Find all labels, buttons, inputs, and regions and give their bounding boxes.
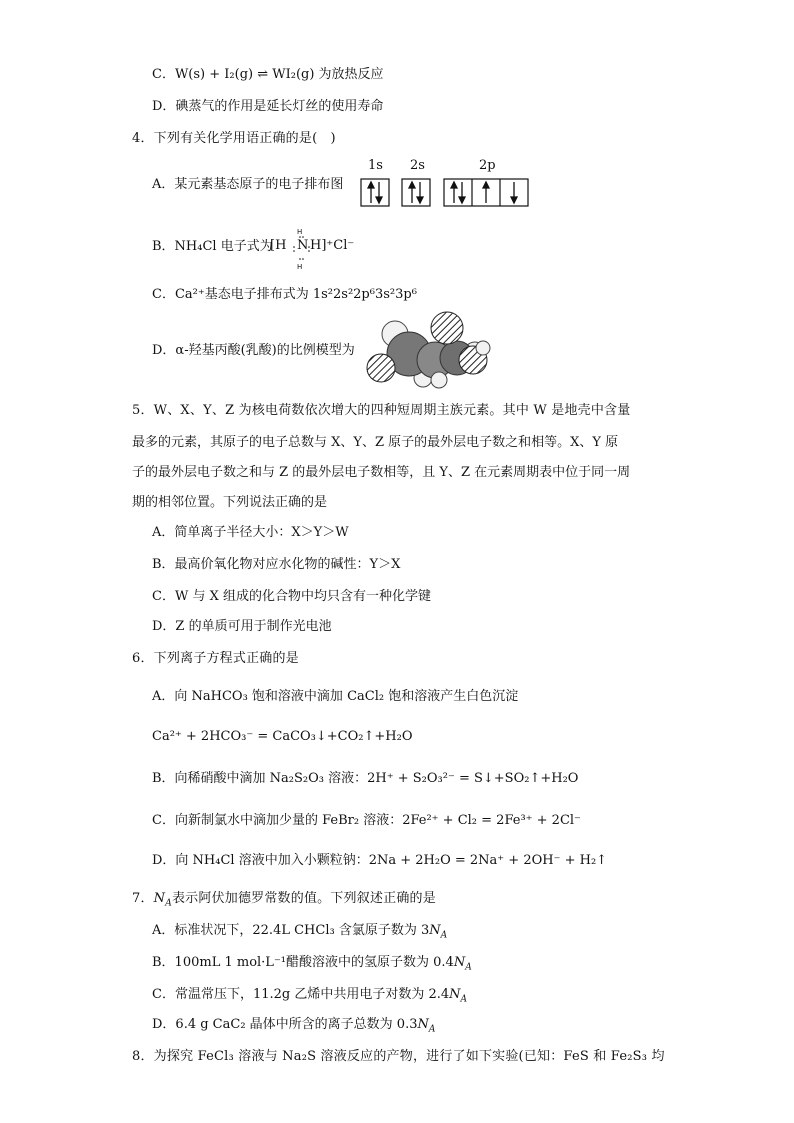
q3-option-c: C．W(s) + I₂(g) ⇌ WI₂(g) 为放热反应: [152, 67, 384, 82]
na-symbol: N: [417, 1017, 429, 1032]
orbital-label-2p: 2p: [479, 158, 496, 173]
q6-option-a: A．向 NaHCO₃ 饱和溶液中滴加 CaCl₂ 饱和溶液产生白色沉淀: [152, 689, 519, 704]
na-symbol: N: [449, 987, 461, 1002]
na-subscript: A: [465, 962, 472, 973]
na-symbol: N: [429, 923, 441, 938]
svg-text:H: H: [297, 263, 303, 271]
q3-option-d: D．碘蒸气的作用是延长灯丝的使用寿命: [152, 99, 384, 114]
q4-stem: 4．下列有关化学用语正确的是( ): [132, 131, 336, 146]
q5-stem-line-2: 最多的元素，其原子的电子总数与 X、Y、Z 原子的最外层电子数之和相等。X、Y 原: [132, 435, 619, 450]
q5-stem-line-4: 期的相邻位置。下列说法正确的是: [132, 495, 328, 510]
q6-option-a-equation: Ca²⁺ + 2HCO₃⁻ = CaCO₃↓+CO₂↑+H₂O: [152, 729, 413, 744]
q4-option-b: [152, 238, 273, 256]
q5-option-d: D．Z 的单质可用于制作光电池: [152, 619, 332, 634]
q5-option-a: A．简单离子半径大小：X＞Y＞W: [152, 525, 349, 540]
q4-option-c: C．Ca²⁺基态电子排布式为 1s²2s²2p⁶3s²3p⁶: [152, 287, 417, 302]
q8-stem-line-1: 8．为探究 FeCl₃ 溶液与 Na₂S 溶液反应的产物，进行了如下实验(已知：FeS 和 Fe₂S₃ 均: [132, 1049, 665, 1064]
q7-option-c: [152, 986, 467, 1004]
na-symbol: N: [453, 955, 466, 970]
na-subscript: A: [428, 1024, 436, 1035]
q7-stem-text: 表示阿伏加德罗常数的值。下列叙述正确的是: [171, 891, 436, 906]
q7-na-symbol: N: [153, 891, 166, 906]
lewis-nitrogen: N: [297, 238, 309, 253]
na-subscript: A: [460, 994, 468, 1005]
lewis-right: H]⁺Cl⁻: [310, 238, 355, 253]
q7-option-c-text: C．常温常压下，11.2g 乙烯中共用电子对数为 2.4: [152, 987, 450, 1002]
q7-number: 7．: [132, 891, 154, 906]
lewis-dots: [292, 226, 312, 272]
q6-option-d: D．向 NH₄Cl 溶液中加入小颗粒钠：2Na + 2H₂O = 2Na⁺ + 2OH⁻ + H₂↑: [152, 853, 608, 868]
q7-stem: [132, 890, 436, 908]
q5-option-b: B．最高价氧化物对应水化物的碱性：Y＞X: [152, 557, 401, 572]
q7-option-d-text: D．6.4 g CaC₂ 晶体中所含的离子总数为 0.3: [152, 1017, 418, 1032]
ammonium-chloride-lewis: [270, 226, 360, 272]
q6-option-c: C．向新制氯水中滴加少量的 FeBr₂ 溶液：2Fe²⁺ + Cl₂ = 2Fe³⁺ + 2Cl⁻: [152, 813, 581, 828]
q4-option-a: A．某元素基态原子的电子排布图: [152, 177, 344, 192]
q7-option-d: [152, 1016, 435, 1034]
q7-option-b-text: B．100mL 1 mol·L⁻¹醋酸溶液中的氢原子数为 0.4: [152, 955, 454, 970]
q5-stem-line-1: 5．W、X、Y、Z 为核电荷数依次增大的四种短周期主族元素。其中 W 是地壳中含量: [132, 403, 631, 418]
svg-text:H: H: [297, 228, 303, 236]
na-subscript: A: [440, 930, 448, 941]
q4-option-b-label: B．NH₄Cl 电子式为: [152, 239, 273, 254]
q5-stem-line-3: 子的最外层电子数之和与 Z 的最外层电子数相等，且 Y、Z 在元素周期表中位于同一周: [132, 465, 631, 480]
q6-option-b: B．向稀硝酸中滴加 Na₂S₂O₃ 溶液：2H⁺ + S₂O₃²⁻ = S↓+SO₂↑+H₂O: [152, 771, 579, 786]
orbital-label-1s: 1s: [368, 158, 383, 173]
orbital-label-2s: 2s: [410, 158, 425, 173]
q6-stem: 6．下列离子方程式正确的是: [132, 651, 299, 666]
q5-option-c: C．W 与 X 组成的化合物中均只含有一种化学键: [152, 589, 431, 604]
q7-option-b: [152, 954, 472, 972]
q7-option-a-text: A．标准状况下，22.4L CHCl₃ 含氯原子数为 3: [152, 923, 430, 938]
q4-option-d: D．α-羟基丙酸(乳酸)的比例模型为: [152, 343, 355, 358]
q7-na-subscript: A: [165, 898, 172, 909]
lewis-left: [H: [270, 238, 287, 253]
q7-option-a: [152, 922, 447, 940]
lactic-acid-model: [365, 308, 495, 390]
orbital-boxes: [360, 177, 532, 209]
